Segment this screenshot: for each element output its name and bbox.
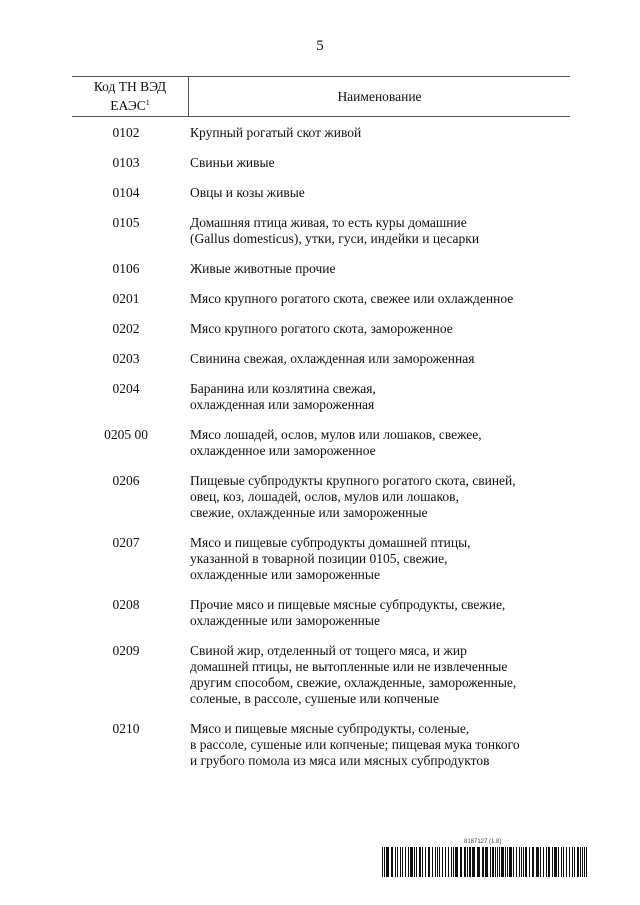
row-code: 0103 (112, 155, 140, 170)
barcode-bar (485, 847, 488, 877)
table-row (72, 291, 570, 307)
barcode-bar (516, 847, 517, 877)
table-row (72, 643, 570, 707)
barcode-bar (561, 847, 562, 877)
row-name (180, 721, 570, 769)
barcode-bar (507, 847, 508, 877)
barcode-label: 8187127 (1.8) (464, 839, 502, 845)
barcode-bar (543, 847, 544, 877)
table-row (72, 215, 570, 247)
table-row (72, 261, 570, 277)
barcode-bar (445, 847, 446, 877)
row-name-line: домашней птицы, не вытопленные или не извлеченные (190, 659, 508, 674)
row-name-line: Мясо лошадей, ослов, мулов или лошаков, свежее, (190, 427, 482, 442)
barcode-bar (448, 847, 449, 877)
table-row (72, 535, 570, 583)
row-name (180, 155, 570, 171)
barcode-bar (428, 847, 430, 877)
barcode-bar (451, 847, 452, 877)
barcode-bar (432, 847, 433, 877)
barcode-bar (435, 847, 436, 877)
barcode-bar (414, 847, 415, 877)
barcode-image (382, 847, 590, 877)
barcode-bar (477, 847, 480, 877)
row-name-line: Живые животные прочие (190, 261, 336, 276)
table-row (72, 721, 570, 769)
row-name (180, 125, 570, 141)
barcode-bar (439, 847, 440, 877)
row-code: 0204 (112, 381, 140, 396)
table-row (72, 351, 570, 367)
footnote-marker: 1 (145, 98, 150, 107)
barcode-bar (382, 847, 383, 877)
barcode-bar (519, 847, 520, 877)
barcode-bar (554, 847, 557, 877)
row-code: 0209 (112, 643, 140, 658)
row-name (180, 321, 570, 337)
row-code: 0206 (112, 473, 140, 488)
row-name-line: свежие, охлажденные или замороженные (190, 505, 428, 520)
row-code: 0203 (112, 351, 140, 366)
barcode-bar (455, 847, 458, 877)
barcode-bar (495, 847, 496, 877)
barcode-bar (513, 847, 514, 877)
row-name (180, 473, 570, 521)
barcode-bar (558, 847, 559, 877)
row-code: 0102 (112, 125, 140, 140)
barcode-bar (532, 847, 534, 877)
header-code-line1: Код ТН ВЭД (93, 79, 167, 94)
barcode-bar (586, 847, 587, 877)
table-row (72, 597, 570, 629)
barcode-bar (546, 847, 547, 877)
row-name-line: Прочие мясо и пищевые мясные субпродукты, свежие, (190, 597, 506, 612)
barcode-bar (580, 847, 581, 877)
row-name (180, 261, 570, 277)
row-code: 0106 (112, 261, 140, 276)
table-row (72, 321, 570, 337)
row-name-line: охлажденные или замороженные (190, 567, 380, 582)
row-name-line: Овцы и козы живые (190, 185, 305, 200)
barcode-bar (523, 847, 524, 877)
row-name-line: овец, коз, лошадей, ослов, мулов или лошаков, (190, 489, 459, 504)
row-name-line: Мясо и пищевые мясные субпродукты, соленые, (190, 721, 470, 736)
row-name-line: охлажденная или замороженная (190, 397, 375, 412)
row-name-line: охлажденное или замороженное (190, 443, 376, 458)
row-name-line: Свиньи живые (190, 155, 275, 170)
table-row (72, 185, 570, 201)
barcode-bar (569, 847, 570, 877)
barcode-bar (397, 847, 398, 877)
row-name (180, 381, 570, 413)
barcode-bar (386, 847, 389, 877)
barcode-bar (472, 847, 475, 877)
barcode-bar (402, 847, 403, 877)
row-name (180, 185, 570, 201)
barcode-bar (419, 847, 421, 877)
row-code: 0201 (112, 291, 140, 306)
barcode-bar (408, 847, 409, 877)
barcode-bar (453, 847, 454, 877)
row-name-line: другим способом, свежие, охлажденные, замороженные, (190, 675, 517, 690)
barcode-bar (509, 847, 512, 877)
barcode-bar (492, 847, 494, 877)
commodity-table (72, 76, 570, 783)
row-name-line: Баранина или козлятина свежая, (190, 381, 376, 396)
row-code: 0202 (112, 321, 140, 336)
row-name-line: охлажденные или замороженные (190, 613, 380, 628)
barcode-bar (425, 847, 426, 877)
barcode-bar (410, 847, 413, 877)
barcode-bar (391, 847, 393, 877)
barcode-bar (501, 847, 504, 877)
barcode-bar (521, 847, 522, 877)
table-row (72, 125, 570, 141)
header-code-line2: ЕАЭС$^1$ (110, 98, 150, 113)
barcode-bar (384, 847, 385, 877)
barcode-bar (582, 847, 583, 877)
barcode-bar (400, 847, 401, 877)
row-name (180, 535, 570, 583)
barcode-bar (566, 847, 567, 877)
row-name-line: указанной в товарной позиции 0105, свежие, (190, 551, 448, 566)
barcode-bar (497, 847, 498, 877)
barcode-bar (437, 847, 438, 877)
barcode-bar (464, 847, 466, 877)
barcode-bar (416, 847, 417, 877)
barcode-bar (469, 847, 471, 877)
row-name-line: Домашняя птица живая, то есть куры домашние (190, 215, 467, 230)
row-name (180, 215, 570, 247)
barcode-bar (529, 847, 530, 877)
barcode-block (382, 838, 590, 877)
row-code: 0104 (112, 185, 140, 200)
header-code-column (72, 77, 189, 116)
table-row (72, 427, 570, 459)
barcode-bar (405, 847, 406, 877)
page-number: 5 (316, 38, 324, 54)
row-name-line: Мясо крупного рогатого скота, свежее или охлажденное (190, 291, 514, 306)
row-code: 0208 (112, 597, 140, 612)
barcode-bar (548, 847, 550, 877)
table-header (72, 76, 570, 117)
row-name-line: в рассоле, сушеные или копченые; пищевая мука тонкого (190, 737, 520, 752)
row-name (180, 427, 570, 459)
barcode-bar (467, 847, 468, 877)
row-name-line: Свинина свежая, охлажденная или замороженная (190, 351, 475, 366)
header-name-column: Наименование (337, 88, 422, 104)
barcode-bar (552, 847, 553, 877)
row-name (180, 643, 570, 707)
barcode-bar (499, 847, 500, 877)
row-name (180, 291, 570, 307)
barcode-bar (422, 847, 423, 877)
row-name-line: Пищевые субпродукты крупного рогатого скота, свиней, (190, 473, 516, 488)
table-row (72, 473, 570, 521)
barcode-bar (505, 847, 506, 877)
barcode-bar (584, 847, 585, 877)
barcode-bar (482, 847, 484, 877)
barcode-bar (574, 847, 575, 877)
table-row (72, 155, 570, 171)
barcode-bar (536, 847, 539, 877)
barcode-bar (395, 847, 396, 877)
barcode-bar (525, 847, 527, 877)
barcode-bar (442, 847, 443, 877)
barcode-bar (540, 847, 541, 877)
row-code: 0105 (112, 215, 140, 230)
table-row (72, 381, 570, 413)
barcode-bar (563, 847, 564, 877)
barcode-bar (572, 847, 573, 877)
row-name-line: Крупный рогатый скот живой (190, 125, 362, 140)
barcode-bar (460, 847, 462, 877)
row-name-line: Мясо крупного рогатого скота, замороженное (190, 321, 453, 336)
row-name-line: и грубого помола из мяса или мясных субпродуктов (190, 753, 490, 768)
row-code: 0207 (112, 535, 140, 550)
row-name-line: Мясо и пищевые субпродукты домашней птицы, (190, 535, 471, 550)
barcode-bar (490, 847, 491, 877)
row-name (180, 351, 570, 367)
row-code: 0210 (112, 721, 140, 736)
row-name-line: (Gallus domesticus), утки, гуси, индейки и цесарки (190, 231, 480, 246)
row-name-line: соленые, в рассоле, сушеные или копченые (190, 691, 439, 706)
row-name (180, 597, 570, 629)
row-name-line: Свиной жир, отделенный от тощего мяса, и жир (190, 643, 467, 658)
row-code: 0205 00 (104, 427, 148, 442)
barcode-bar (577, 847, 579, 877)
table-body (72, 117, 570, 769)
